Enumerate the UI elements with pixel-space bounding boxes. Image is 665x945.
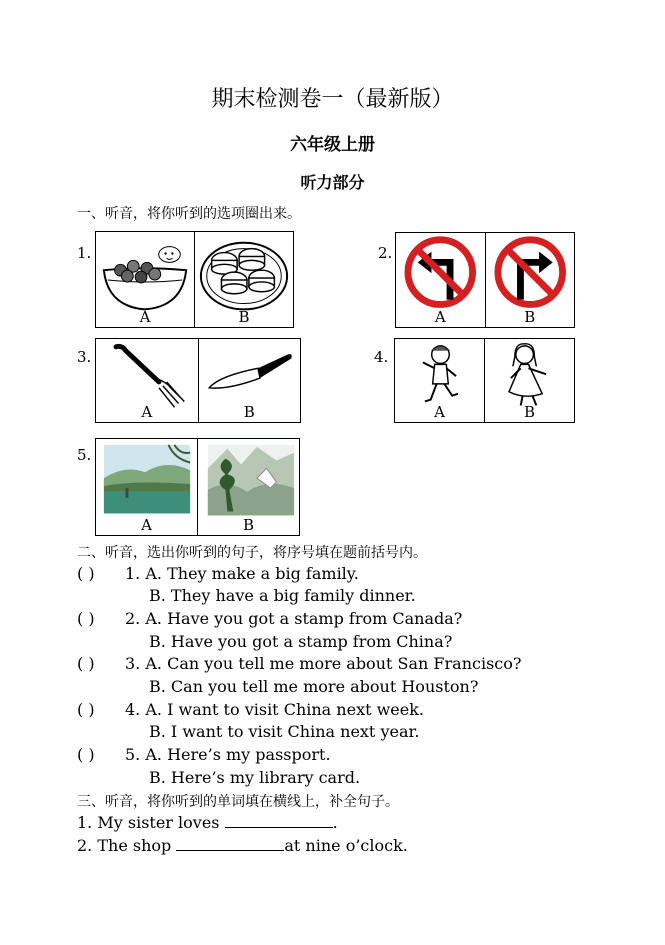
s2-item-2-paren[interactable]: ( ) bbox=[77, 609, 95, 628]
s2-item-1-num: 1. bbox=[125, 564, 141, 583]
s2-item-1-line-a bbox=[77, 564, 359, 583]
q3-option-a[interactable] bbox=[96, 339, 199, 422]
q1-label-b: B bbox=[238, 308, 250, 326]
q3-option-b[interactable] bbox=[199, 339, 301, 422]
s3-item-1 bbox=[77, 813, 338, 832]
q1-option-a[interactable] bbox=[96, 232, 195, 327]
q4-option-a[interactable] bbox=[395, 339, 485, 422]
q4-number: 4. bbox=[374, 348, 389, 366]
q2-number: 2. bbox=[378, 244, 393, 262]
s2-item-2-option-b: B. Have you got a stamp from China? bbox=[149, 632, 453, 651]
q5-label-b: B bbox=[242, 516, 255, 534]
q3-number: 3. bbox=[77, 348, 92, 366]
q5-options bbox=[95, 438, 300, 536]
s3-item-2-blank[interactable] bbox=[176, 836, 284, 851]
s3-item-1-end: . bbox=[332, 813, 338, 832]
q3-options bbox=[95, 338, 301, 423]
s2-item-3-option-b: B. Can you tell me more about Houston? bbox=[149, 677, 479, 696]
q5-option-a[interactable] bbox=[96, 439, 198, 535]
s3-item-2 bbox=[77, 836, 408, 855]
q5-label-a: A bbox=[141, 516, 152, 534]
s2-item-5-paren[interactable]: ( ) bbox=[77, 745, 95, 764]
q5-option-b[interactable] bbox=[198, 439, 299, 535]
s2-item-3-paren[interactable]: ( ) bbox=[77, 654, 95, 673]
section1-heading: 一、听音，将你听到的选项圈出来。 bbox=[77, 206, 301, 222]
q1-number: 1. bbox=[77, 244, 92, 262]
q2-option-b[interactable] bbox=[486, 233, 575, 327]
s2-item-3-line-a bbox=[77, 654, 521, 673]
s3-item-2-text: 2. The shop bbox=[77, 836, 177, 855]
s2-item-3-option-a: A. Can you tell me more about San Francisco? bbox=[145, 654, 522, 673]
s2-item-5-option-b: B. Here’s my library card. bbox=[149, 768, 361, 787]
s2-item-3-num: 3. bbox=[125, 654, 141, 673]
q1-options bbox=[95, 231, 294, 328]
q3-label-b: B bbox=[243, 403, 255, 421]
part-subtitle: 听力部分 bbox=[300, 173, 365, 192]
s2-item-1-paren[interactable]: ( ) bbox=[77, 564, 95, 583]
section2-heading: 二、听音，选出你听到的句子，将序号填在题前括号内。 bbox=[77, 545, 427, 561]
q2-label-b: B bbox=[524, 308, 536, 326]
s2-item-2-line-a bbox=[77, 609, 462, 628]
q3-label-a: A bbox=[141, 403, 153, 421]
q4-label-a: A bbox=[434, 403, 445, 421]
s2-item-2-num: 2. bbox=[125, 609, 141, 628]
q2-options bbox=[395, 232, 575, 328]
s2-item-5-line-a bbox=[77, 745, 331, 764]
q5-number: 5. bbox=[77, 446, 92, 464]
s2-item-1-option-b: B. They have a big family dinner. bbox=[149, 586, 416, 605]
s2-item-1-option-a: A. They make a big family. bbox=[145, 564, 359, 583]
s2-item-2-option-a: A. Have you got a stamp from Canada? bbox=[145, 609, 463, 628]
section3-heading: 三、听音，将你听到的单词填在横线上，补全句子。 bbox=[77, 794, 399, 810]
page-title: 期末检测卷一（最新版） bbox=[211, 87, 454, 112]
s2-item-4-option-a: A. I want to visit China next week. bbox=[145, 700, 425, 719]
s2-item-5-option-a: A. Here’s my passport. bbox=[145, 745, 331, 764]
q1-option-b[interactable] bbox=[195, 232, 293, 327]
grade-subtitle: 六年级上册 bbox=[290, 135, 375, 155]
s3-item-2-end: at nine o’clock. bbox=[284, 836, 408, 855]
s2-item-5-num: 5. bbox=[125, 745, 141, 764]
s2-item-4-num: 4. bbox=[125, 700, 141, 719]
q2-label-a: A bbox=[434, 308, 446, 326]
s2-item-4-option-b: B. I want to visit China next year. bbox=[149, 722, 420, 741]
s2-item-4-line-a bbox=[77, 700, 424, 719]
q2-option-a[interactable] bbox=[396, 233, 486, 327]
q1-label-a: A bbox=[139, 308, 151, 326]
q4-option-b[interactable] bbox=[485, 339, 574, 422]
s3-item-1-blank[interactable] bbox=[225, 813, 333, 828]
q4-label-b: B bbox=[523, 403, 536, 421]
q4-options bbox=[394, 338, 575, 423]
s2-item-4-paren[interactable]: ( ) bbox=[77, 700, 95, 719]
s3-item-1-text: 1. My sister loves bbox=[77, 813, 225, 832]
